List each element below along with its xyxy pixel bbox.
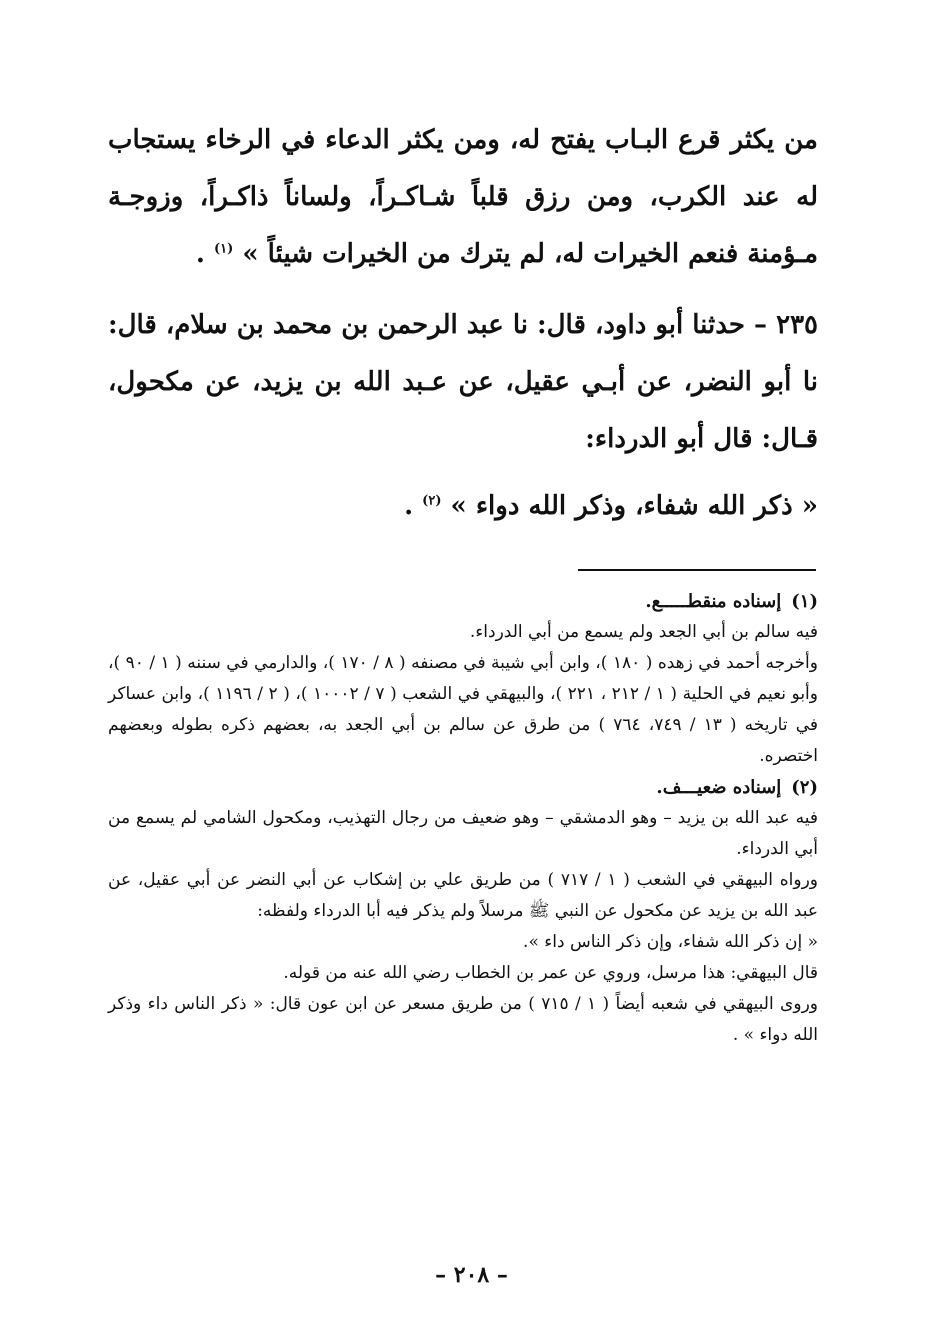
paragraph-2: [108, 297, 818, 468]
footnote-2-number: (٢): [791, 777, 818, 798]
footnote-ref-2: (٢): [422, 493, 442, 509]
footnote-1-number: (١): [791, 591, 818, 612]
page-number: – ٢٠٨ –: [435, 1262, 508, 1288]
paragraph-1-end: .: [195, 239, 215, 269]
footnote-2-line-3: « إن ذكر الله شفاء، وإن ذكر الناس داء ».: [523, 932, 818, 952]
footnote-1-title: إسناده منقطـــــع.: [645, 591, 782, 612]
footnote-2-line-1: فيه عبد الله بن يزيد – وهو الدمشقي – وهو ضعيف من رجال التهذيب، ومكحول الشامي لم يسمع من أبي الدرداء.: [108, 808, 818, 859]
quote: [108, 478, 818, 535]
quote-end: .: [404, 491, 423, 521]
footnote-2-title: إسناده ضعيـــف.: [656, 777, 782, 798]
footnote-1-heading: [108, 586, 818, 617]
quote-text: « ذكر الله شفاء، وذكر الله دواء »: [450, 491, 818, 521]
paragraph-1-text: من يكثر قرع البـاب يفتح له، ومن يكثر الدعاء في الرخاء يستجاب له عند الكرب، ومن رزق قلباً شـاكـراً، ولساناً ذاكـراً، وزوجـة مـؤمنة فنعم الخيرات له، لم يترك من الخيرات شيئاً »: [108, 125, 818, 269]
footnote-2-heading: [108, 772, 818, 803]
main-text: [108, 112, 818, 535]
footnotes: [108, 586, 818, 1051]
paragraph-1: [108, 112, 818, 283]
footnote-1-line-1: فيه سالم بن أبي الجعد ولم يسمع من أبي الدرداء.: [469, 622, 818, 642]
footnote-divider: [578, 569, 816, 571]
paragraph-2-text: ٢٣٥ – حدثنا أبو داود، قال: نا عبد الرحمن بن محمد بن سلام، قال: نا أبو النضر، عن أبـي عقيل، عن عـبد الله بن يزيد، عن مكحول، قـال: قال أبو الدرداء:: [108, 310, 819, 454]
footnote-1-line-2: وأخرجه أحمد في زهده ( ١٨٠ )، وابن أبي شيبة في مصنفه ( ٨ / ١٧٠ )، والدارمي في سننه ( ١ / ٩٠ )، وأبو نعيم في الحلية ( ١ / ٢١٢ ، ٢٢١ )، والبيهقي في الشعب ( ٧ / ١٠٠٠٢ )، ( ٢ / ١١٩٦ )، وابن عساكر في تاريخه ( ١٣ / ٧٤٩، ٧٦٤ ) من طرق عن سالم بن أبي الجعد به، بعضهم ذكره بطوله وبعضهم اختصره.: [108, 653, 818, 766]
footnote-2-line-5: وروى البيهقي في شعبه أيضاً ( ١ / ٧١٥ ) من طريق مسعر عن ابن عون قال: « ذكر الناس داء وذكر الله دواء » .: [108, 994, 818, 1045]
footnote-2-line-4: قال البيهقي: هذا مرسل، وروي عن عمر بن الخطاب رضي الله عنه من قوله.: [283, 963, 818, 983]
footnote-2-line-2: ورواه البيهقي في الشعب ( ١ / ٧١٧ ) من طريق علي بن إشكاب عن أبي النضر عن أبي عقيل، عن عبد الله بن يزيد عن مكحول عن النبي ﷺ مرسلاً ولم يذكر فيه أبا الدرداء ولفظه:: [108, 870, 818, 921]
footnote-ref-1: (١): [214, 241, 234, 257]
